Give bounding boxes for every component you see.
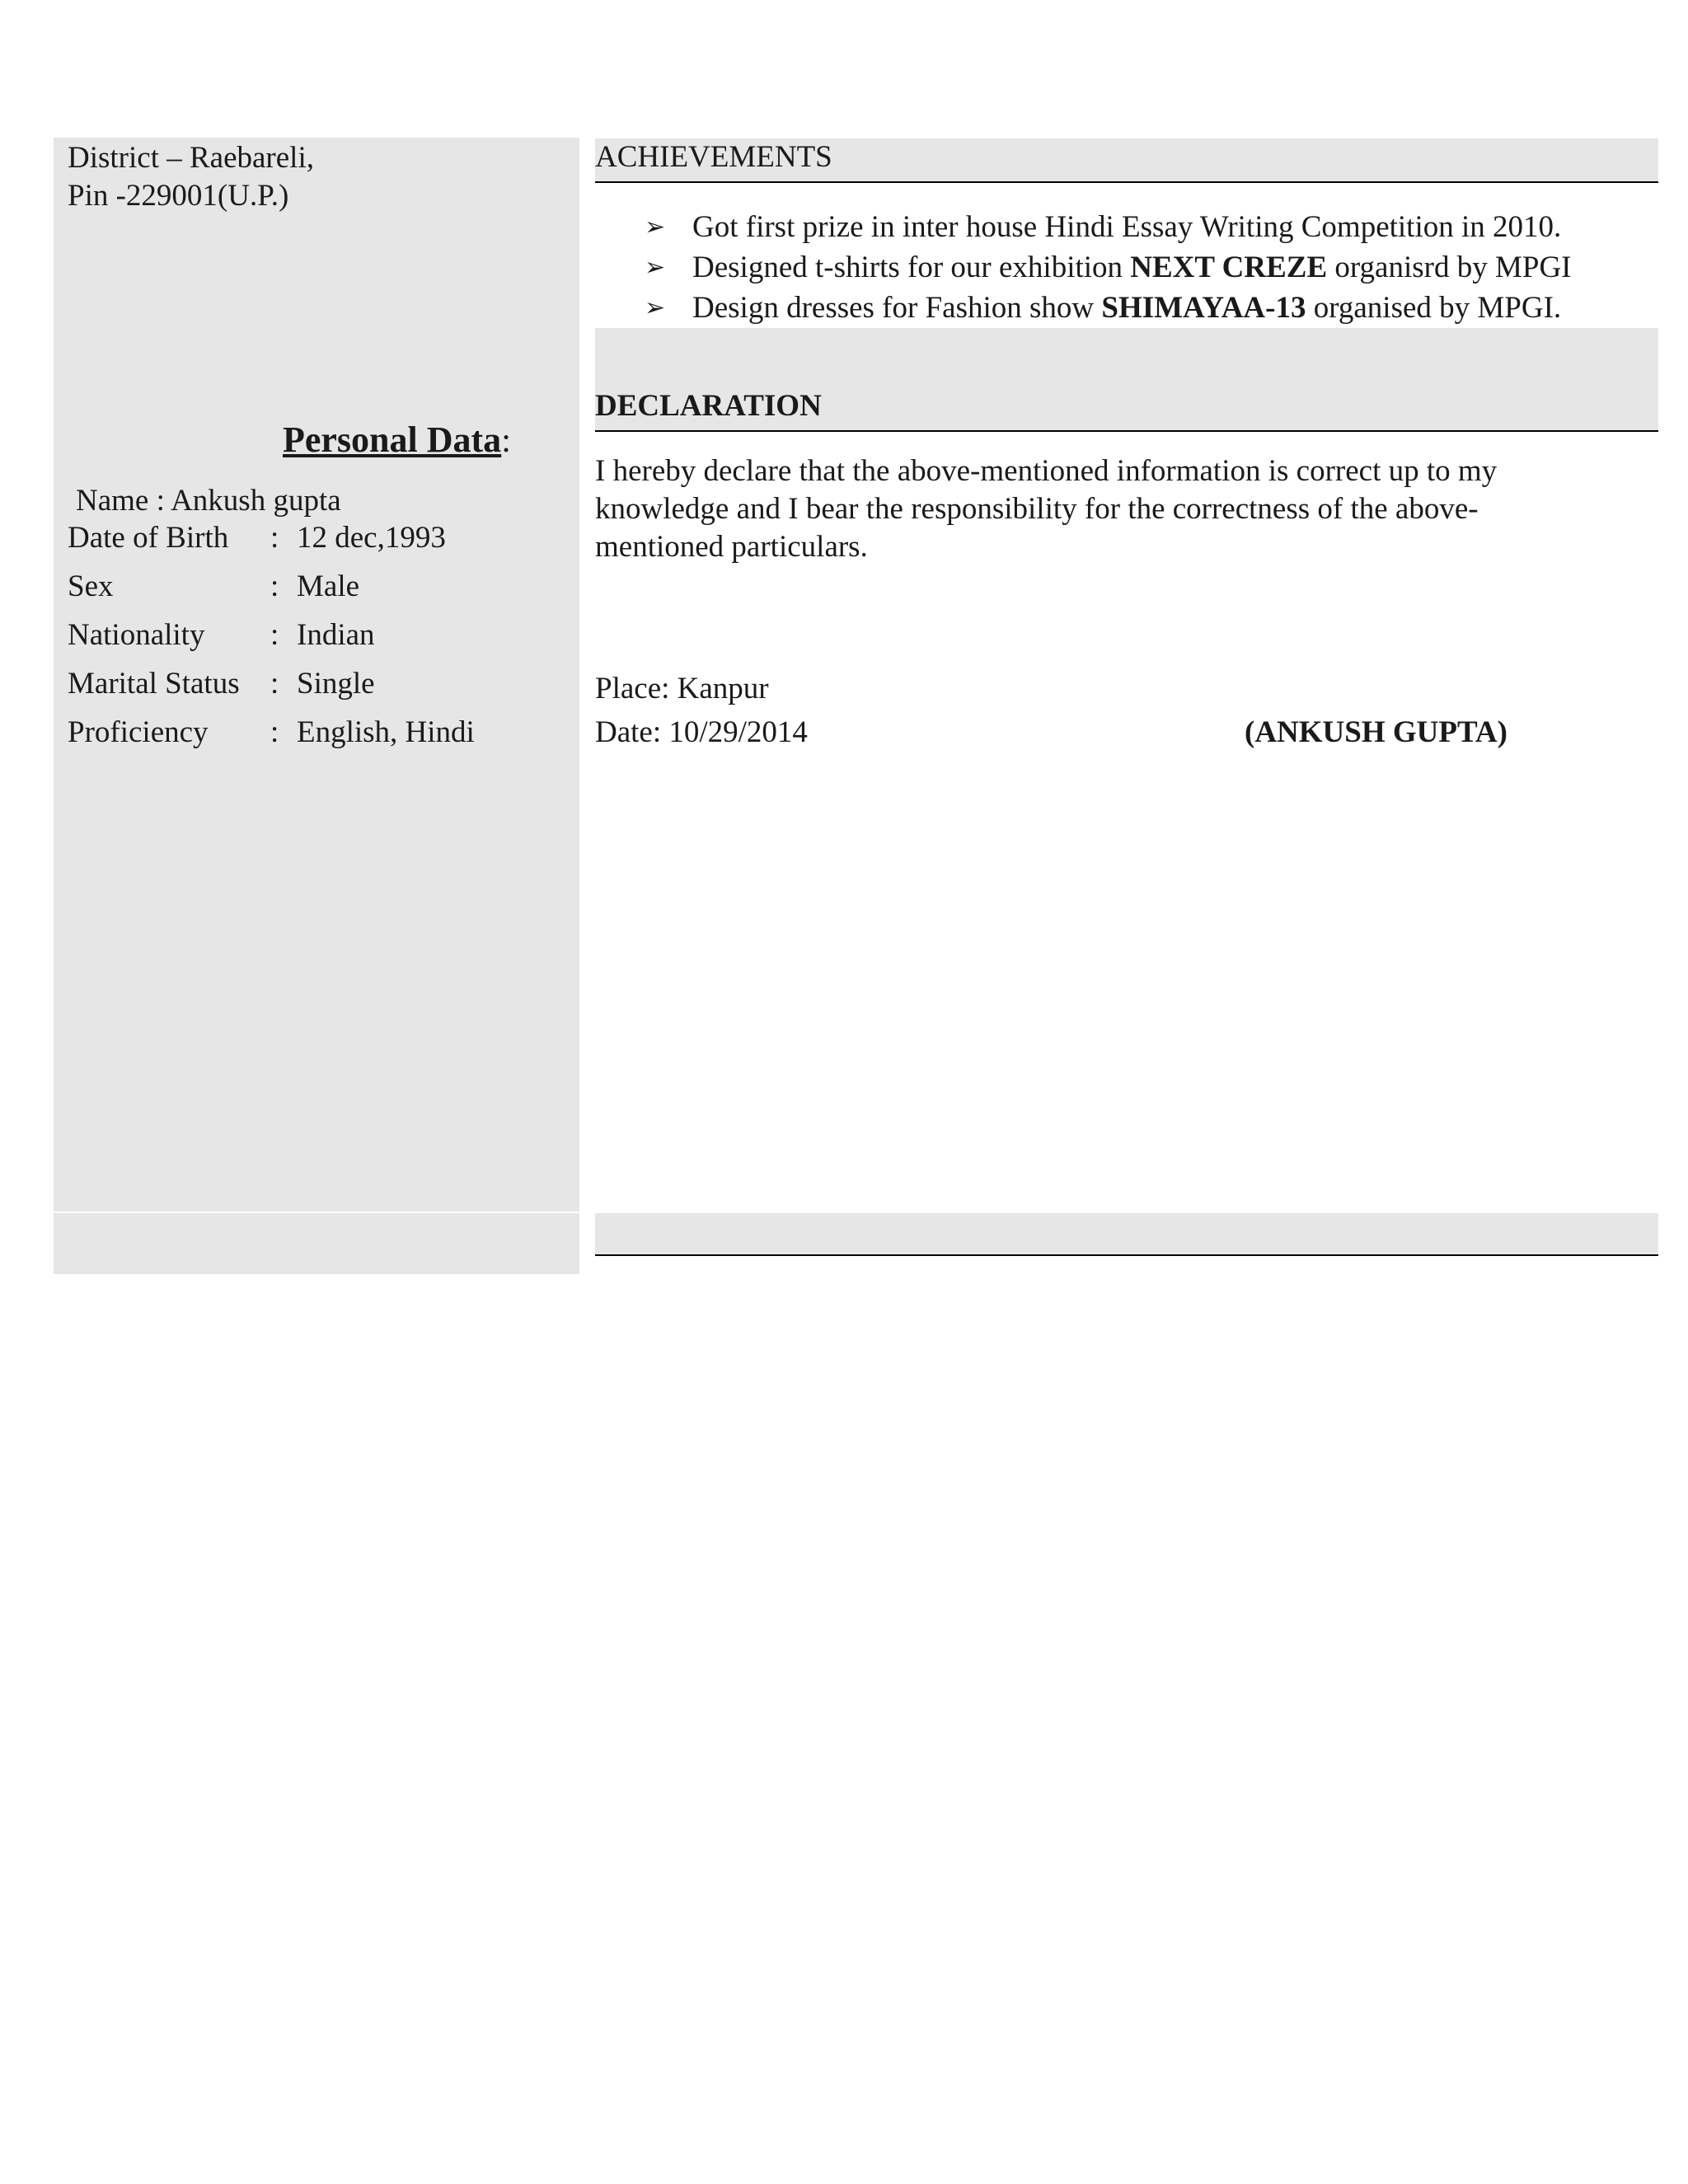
marital-status-colon: : bbox=[270, 667, 279, 701]
dob-value: 12 dec,1993 bbox=[297, 521, 446, 555]
sex-label: Sex bbox=[68, 569, 114, 603]
arrowhead-bullet-icon: ➢ bbox=[645, 213, 666, 241]
marital-status-value: Single bbox=[297, 667, 375, 701]
sex-value: Male bbox=[297, 569, 360, 603]
personal-data-heading: Personal Data: bbox=[283, 419, 511, 460]
declaration-text-line: knowledge and I bear the responsibility for the correctness of the above- bbox=[595, 492, 1479, 526]
proficiency-colon: : bbox=[270, 715, 279, 749]
signature-name: (ANKUSH GUPTA) bbox=[1245, 715, 1507, 749]
declaration-text-line: I hereby declare that the above-mentioned information is correct up to my bbox=[595, 454, 1498, 488]
marital-status-label: Marital Status bbox=[68, 667, 240, 701]
achievement-item: Got first prize in inter house Hindi Essay Writing Competition in 2010. bbox=[692, 210, 1562, 244]
dob-label: Date of Birth bbox=[68, 521, 229, 555]
nationality-value: Indian bbox=[297, 618, 375, 652]
dob-colon: : bbox=[270, 521, 279, 555]
arrowhead-bullet-icon: ➢ bbox=[645, 294, 666, 321]
achievements-title: ACHIEVEMENTS bbox=[595, 140, 832, 174]
left-sidebar-footer bbox=[54, 1213, 579, 1274]
declaration-title: DECLARATION bbox=[595, 389, 822, 423]
declaration-place: Place: Kanpur bbox=[595, 672, 769, 705]
name-line: Name : Ankush gupta bbox=[76, 484, 341, 518]
declaration-text-line: mentioned particulars. bbox=[595, 530, 868, 564]
arrowhead-bullet-icon: ➢ bbox=[645, 254, 666, 281]
address-pin: Pin -229001(U.P.) bbox=[68, 179, 289, 213]
proficiency-value: English, Hindi bbox=[297, 715, 475, 749]
sex-colon: : bbox=[270, 569, 279, 603]
achievement-item: Designed t-shirts for our exhibition NEXT CREZE organisrd by MPGI bbox=[692, 251, 1572, 284]
nationality-label: Nationality bbox=[68, 618, 205, 652]
proficiency-label: Proficiency bbox=[68, 715, 209, 749]
address-district: District – Raebareli, bbox=[68, 141, 314, 175]
declaration-date: Date: 10/29/2014 bbox=[595, 715, 808, 749]
bottom-section-bar bbox=[595, 1213, 1658, 1256]
nationality-colon: : bbox=[270, 618, 279, 652]
achievement-item: Design dresses for Fashion show SHIMAYAA-13 organised by MPGI. bbox=[692, 291, 1562, 325]
